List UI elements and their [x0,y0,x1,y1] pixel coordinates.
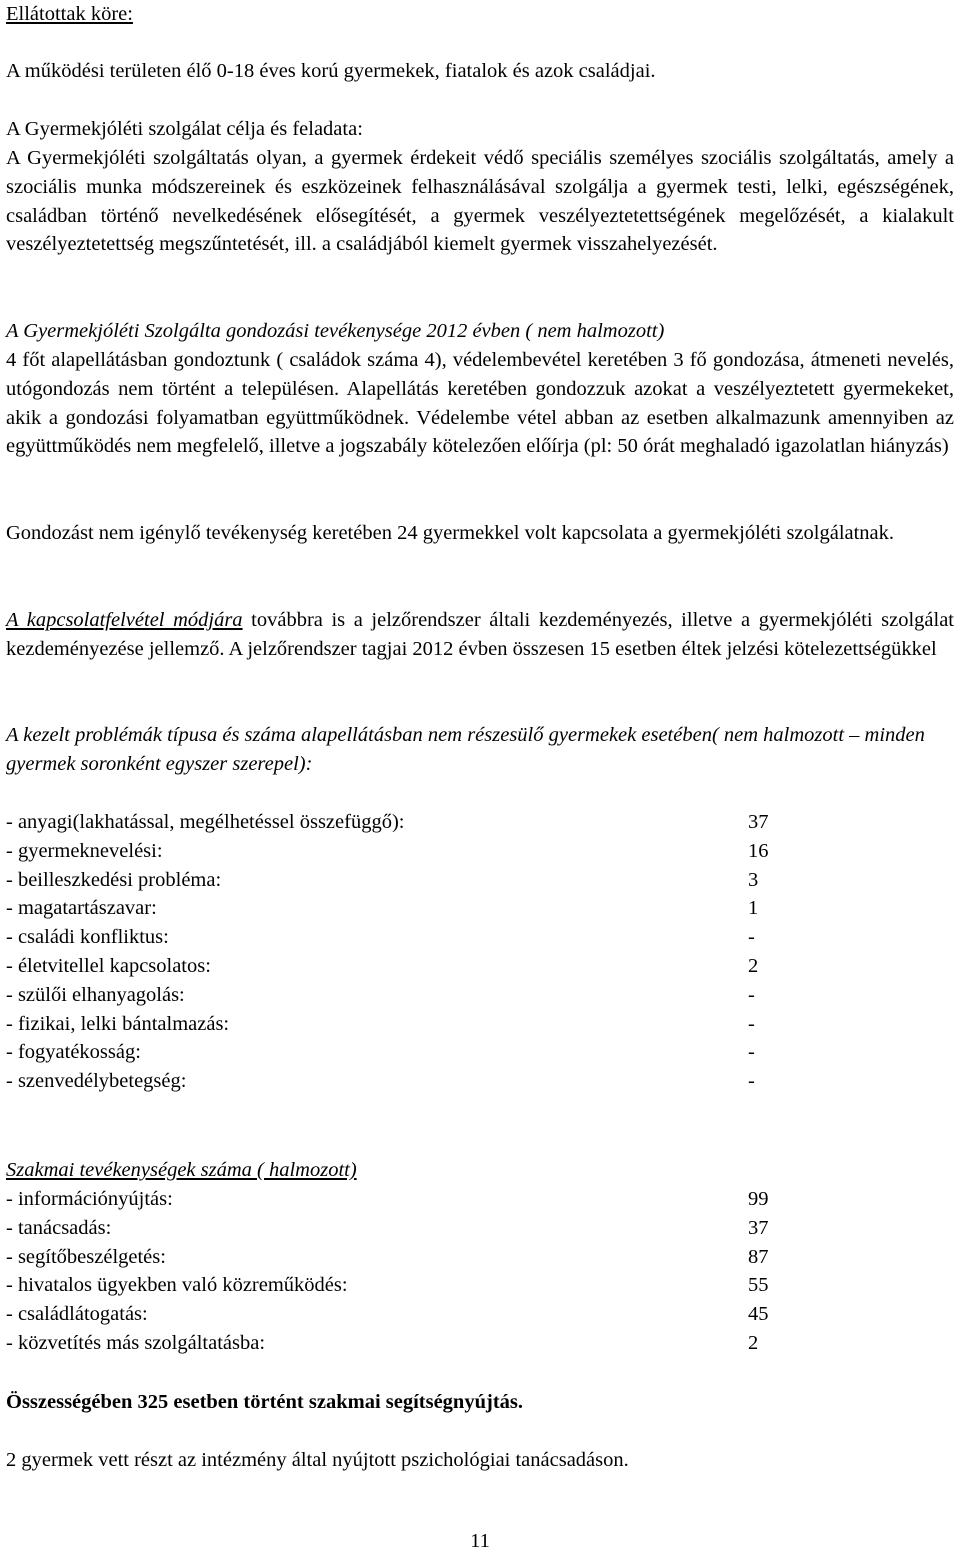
contact-paragraph [6,606,954,664]
item-label: - gyermeknevelési: [6,839,163,862]
list-item [6,981,808,1010]
care-title: A Gyermekjóléti Szolgálta gondozási tevékenysége 2012 évben ( nem halmozott) [6,320,665,342]
item-value: 87 [748,1245,769,1268]
item-label: - anyagi(lakhatással, megélhetéssel összefüggő): [6,811,405,833]
scope-paragraph: A működési területen élő 0-18 éves korú gyermekek, fiatalok és azok családjai. [6,60,656,82]
item-value: - [748,1012,755,1035]
item-label: - információnyújtás: [6,1188,173,1210]
item-label: - fogyatékosság: [6,1041,141,1064]
list-item [6,866,808,895]
page-number: 11 [470,1530,490,1552]
item-value: 45 [748,1303,769,1326]
contact-title: A kapcsolatfelvétel módjára [6,609,243,631]
item-value: - [748,1041,755,1064]
heading: Ellátottak köre: [6,3,133,25]
problems-title: A kezelt problémák típusa és száma alapellátásban nem részesülő gyermekek esetében( nem halmozott – minden gyermek soronként egyszer szerepel): [6,724,925,775]
item-value: 2 [748,1331,759,1354]
item-label: - hivatalos ügyekben való közreműködés: [6,1274,348,1297]
list-item [6,1214,808,1243]
item-value: 55 [748,1274,769,1297]
list-item [6,1010,808,1039]
item-label: - magatartászavar: [6,897,157,920]
item-value: 16 [748,839,769,862]
list-item [6,1329,808,1358]
goal-text: A Gyermekjóléti szolgáltatás olyan, a gyermek érdekeit védő speciális személyes szociális szolgáltatás, amely a szociális munka módszereinek és eszközeinek felhasználásával szolgálja a gyermek testi, lelki, egészségének, családban történő nevelkedésének elősegítését, a gyermek veszélyeztetettségének megelőzését, a kialakult veszélyeztetettség megszűntetését, ill. a családjából kiemelt gyermek visszahelyezését. [6,147,954,256]
item-label: - tanácsadás: [6,1216,112,1239]
item-value: 2 [748,954,759,977]
item-value: - [748,1070,755,1093]
list-item [6,837,808,866]
list-item [6,952,808,981]
list-item [6,808,808,837]
problems-list [6,808,808,1096]
item-value: - [748,983,755,1006]
item-label: - családi konfliktus: [6,926,169,949]
item-label: - szülői elhanyagolás: [6,983,185,1006]
item-label: - szenvedélybetegség: [6,1070,187,1093]
item-value: 1 [748,897,759,920]
list-item [6,894,808,923]
list-item [6,1067,808,1096]
goal-title: A Gyermekjóléti szolgálat célja és feladata: [6,118,363,140]
list-item [6,1185,808,1214]
care-text: 4 főt alapellátásban gondoztunk ( családok száma 4), védelembevétel keretében 3 fő gondozása, átmeneti nevelés, utógondozás nem történt a településen. Alapellátás keretében gondozzuk azokat a veszélyeztetett gyermekeket, akik a gondozási folyamatban együttműködnek. Védelembe vétel abban az esetben alkalmazunk amennyiben az együttműködés nem megfelelő, illetve a jogszabály kötelezően előírja (pl: 50 órát meghaladó igazolatlan hiányzás) [6,349,954,458]
psych-paragraph: 2 gyermek vett részt az intézmény által nyújtott pszichológiai tanácsadáson. [6,1449,629,1471]
item-value: 99 [748,1188,769,1210]
item-label: - életvitellel kapcsolatos: [6,954,211,977]
item-value: 37 [748,1216,769,1239]
item-label: - közvetítés más szolgáltatásba: [6,1331,266,1354]
list-item [6,923,808,952]
list-item [6,1038,808,1067]
item-label: - beilleszkedési probléma: [6,868,222,891]
item-label: - fizikai, lelki bántalmazás: [6,1012,230,1035]
item-value: - [748,926,755,949]
list-item [6,1300,808,1329]
summary: Összességében 325 esetben történt szakmai segítségnyújtás. [6,1391,523,1413]
activities-title: Szakmai tevékenységek száma ( halmozott) [6,1159,357,1181]
list-item [6,1271,808,1300]
item-label: - családlátogatás: [6,1303,148,1326]
item-value: 3 [748,868,759,891]
care-text-2: Gondozást nem igénylő tevékenység keretében 24 gyermekkel volt kapcsolata a gyermekjóléti szolgálatnak. [6,522,895,544]
contact-text: továbbra is a jelzőrendszer általi kezdeményezés, illetve a gyermekjóléti szolgálat kezdeményezése jellemző. A jelzőrendszer tagjai 2012 évben összesen 15 esetben éltek jelzési kötelezettségükkel [6,609,954,660]
item-label: - segítőbeszélgetés: [6,1245,166,1268]
list-item [6,1243,808,1272]
item-value: 37 [748,811,769,833]
activities-list [6,1185,808,1358]
